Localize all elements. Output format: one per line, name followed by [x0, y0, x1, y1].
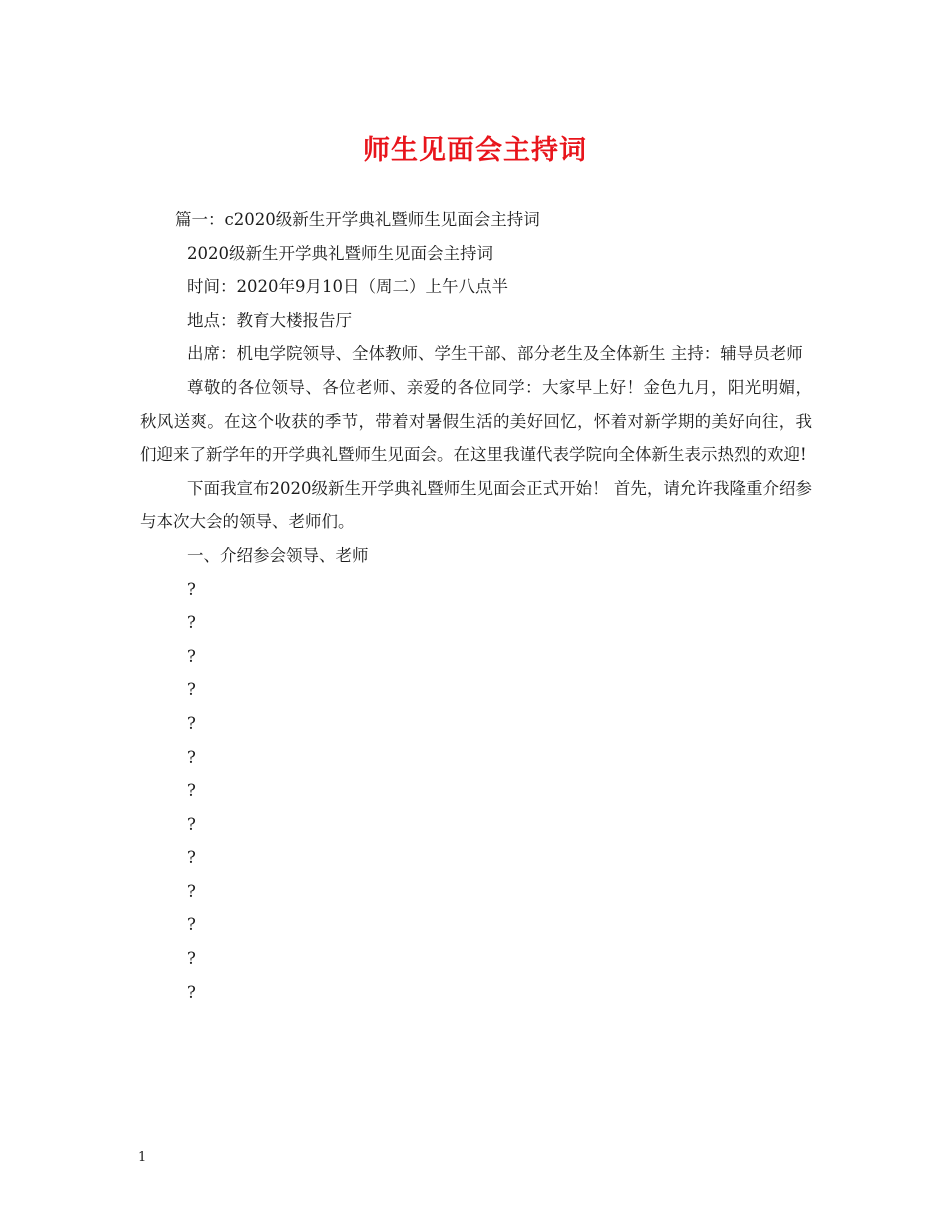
placeholder-list — [140, 573, 812, 1010]
paragraph-section-heading: 篇一：c2020级新生开学典礼暨师生见面会主持词 — [175, 210, 540, 229]
list-item: ? — [187, 982, 196, 1002]
list-item: ? — [187, 915, 196, 935]
list-item: ? — [187, 848, 196, 868]
document-title: 师生见面会主持词 — [363, 135, 587, 166]
paragraph-introduction-heading: 一、介绍参会领导、老师 — [187, 545, 369, 565]
list-item: ? — [187, 680, 196, 700]
page-number: 1 — [138, 1150, 147, 1165]
paragraph-time: 时间：2020年9月10日（周二）上午八点半 — [187, 277, 508, 297]
list-item: ? — [187, 579, 196, 599]
paragraph-attendees: 出席：机电学院领导、全体教师、学生干部、部分老生及全体新生 主持：辅导员老师 — [187, 344, 803, 364]
list-item: ? — [187, 881, 196, 901]
list-item: ? — [187, 613, 196, 633]
list-item: ? — [187, 646, 196, 666]
paragraph-opening: 下面我宣布2020级新生开学典礼暨师生见面会正式开始！ 首先，请允许我隆重介绍参与本次大会的领导、老师们。 — [140, 478, 812, 532]
paragraph-location: 地点：教育大楼报告厅 — [187, 310, 352, 330]
document-body — [140, 203, 812, 1009]
list-item: ? — [187, 949, 196, 969]
paragraph-welcome: 尊敬的各位领导、各位老师、亲爱的各位同学：大家早上好！金色九月，阳光明媚，秋风送爽。在这个收获的季节，带着对暑假生活的美好回忆，怀着对新学期的美好向往，我们迎来了新学年的开学典礼暨师生见面会。在这里我谨代表学院向全体新生表示热烈的欢迎! — [140, 377, 812, 465]
list-item: ? — [187, 814, 196, 834]
list-item: ? — [187, 713, 196, 733]
list-item: ? — [187, 781, 196, 801]
paragraph-subtitle: 2020级新生开学典礼暨师生见面会主持词 — [187, 243, 493, 263]
list-item: ? — [187, 747, 196, 767]
